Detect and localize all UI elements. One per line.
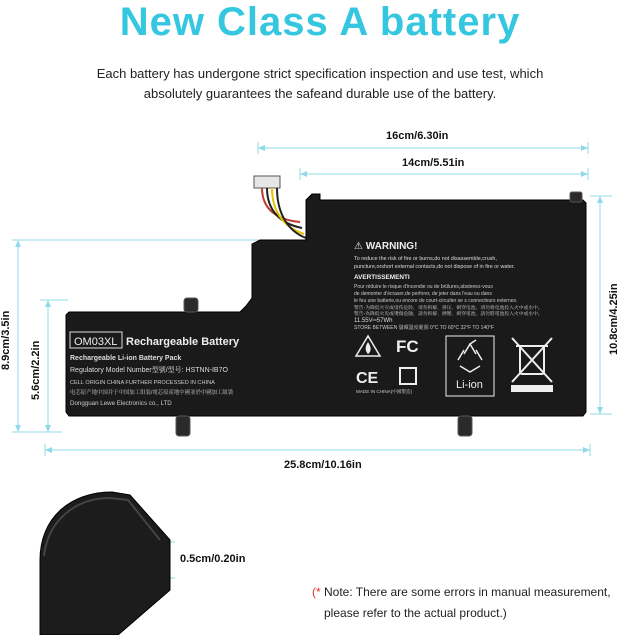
battery-line-4: 电芯原产地中国并于中国加工组装/電芯原產地中國並於中國加工組裝	[70, 390, 234, 396]
warning-line-2: puncture,orshort external contacts,do not dispose of in fire or water.	[354, 264, 515, 270]
battery-line-1: Rechargeable Li-ion Battery Pack	[70, 355, 182, 362]
note-line-2: please refer to the actual product.)	[324, 606, 507, 620]
dim-thickness: 0.5cm/0.20in	[180, 553, 246, 565]
intro-line-1: Each battery has undergone strict specification inspection and use test, which	[96, 66, 544, 81]
avert-line-2: de demonter d'écraser,de perforer, de jeter dans l'eau ou dans	[354, 291, 492, 297]
battery-line-2: Regulatory Model Number型號/型号: HSTNN-IB7O	[70, 367, 228, 374]
dim-left-height: 8.9cm/3.5in	[0, 310, 12, 370]
page-title: New Class A battery	[119, 0, 521, 44]
made-in-text: MADE IN CHINA(中國製造)	[356, 389, 413, 394]
connector-cable-icon	[254, 176, 306, 238]
warning-title: ⚠ WARNING!	[354, 241, 418, 252]
battery-corner-closeup	[40, 492, 170, 635]
dim-inner-width: 14cm/5.51in	[402, 157, 465, 169]
intro-line-2: absolutely guarantees the safeand durable use of the battery.	[143, 86, 497, 101]
dim-overall-length: 25.8cm/10.16in	[284, 459, 362, 471]
avert-line-4: 警告-为降低火灾或烫伤危险，请勿拆解、挤压、刺穿电池，请勿将电池投入火中或水中。	[354, 306, 543, 311]
avert-title: AVERTISSEMENTI	[354, 274, 410, 281]
dim-left-inner-height: 5.6cm/2.2in	[30, 340, 42, 400]
dim-right-height: 10.8cm/4.25in	[608, 283, 620, 355]
warning-line-1: To reduce the risk of fire or burns,do not disassemble,crush,	[354, 256, 497, 262]
ce-mark-icon: CE	[356, 370, 379, 387]
battery-line-5: Dongguan Lewe Electronics co., LTD	[70, 400, 172, 407]
dim-total-width: 16cm/6.30in	[386, 130, 449, 142]
fc-mark-icon: FC	[396, 337, 419, 356]
avert-line-1: Pour réduire le risque d'incendie ou de brûlures,abstenez-vous	[354, 284, 493, 290]
battery-heading: Rechargeable Battery	[126, 336, 240, 348]
avert-line-5: 警告-為降低火災或燙傷危險，請勿拆解、擠壓、刺穿電池，請勿將電池投入火中或水中。	[354, 312, 543, 317]
measurement-note	[312, 582, 611, 624]
note-line-1: Note: There are some errors in manual measurement,	[320, 585, 611, 599]
rating-text: 11.55V═57Wh	[354, 318, 393, 324]
model-box-text: OM03XL	[74, 336, 118, 348]
note-star: (*	[312, 585, 321, 599]
battery-line-3: CELL ORIGIN CHINA FURTHER PROCESSED IN CHINA	[70, 380, 215, 386]
liion-label: Li-ion	[456, 379, 483, 391]
avert-line-3: le feu une batterie,ou encore de court-circuiter se s connecteurs externes.	[354, 298, 518, 304]
storage-text: STORE BETWEEN 儲藏溫度範圍 0°C TO 60°C 32°F TO 140°F	[354, 325, 495, 331]
